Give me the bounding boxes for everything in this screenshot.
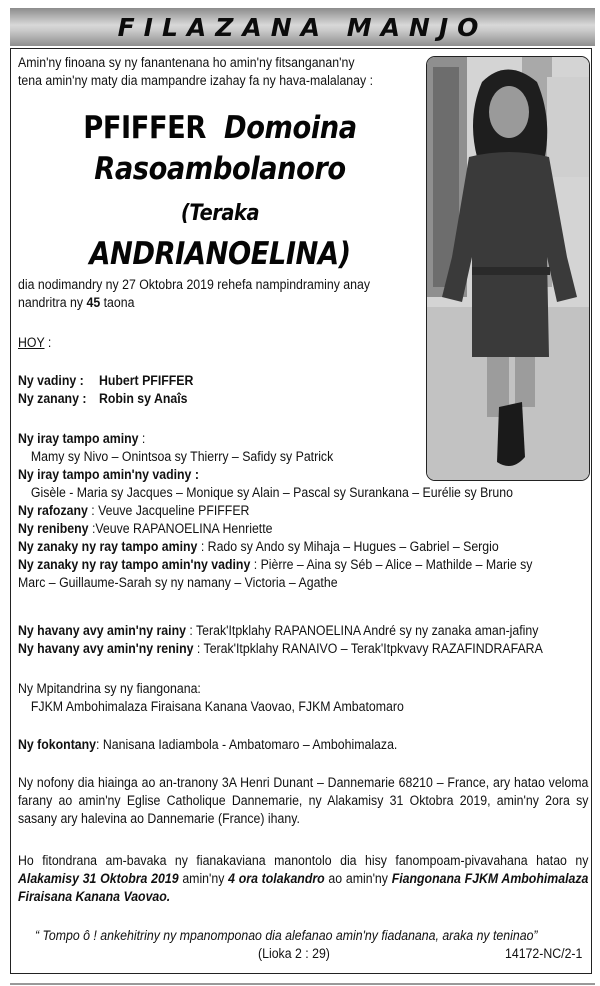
death-notice-line: [18, 294, 370, 312]
church-label: Ny Mpitandrina sy ny fiangonana:: [18, 681, 201, 696]
notice-title: FILAZANA MANJO: [117, 12, 488, 42]
church-value: FJKM Ambohimalaza Firaisana Kanana Vaovao, FJKM Ambatomaro: [30, 699, 404, 714]
nephews-label: Ny zanaky ny ray tampo aminy: [18, 539, 198, 554]
church-section: [18, 680, 404, 716]
fokontany-value: : Nanisana Iadiambola - Ambatomaro – Ambohimalaza.: [96, 737, 398, 752]
siblings-label: Ny iray tampo aminy: [18, 431, 139, 446]
spouse-siblings-label: Ny iray tampo amin'ny vadiny :: [18, 467, 199, 482]
spouse-nephews-value: : Pièrre – Aina sy Séb – Alice – Mathilde – Marie sy: [250, 557, 533, 572]
text-fragment: ao amin'ny: [324, 871, 392, 886]
siblings-value: Mamy sy Nivo – Onintsoa sy Thierry – Safidy sy Patrick: [30, 449, 334, 464]
nephews-value: : Rado sy Ando sy Mihaja – Hugues – Gabriel – Sergio: [197, 539, 499, 554]
immediate-family: [18, 372, 193, 408]
bottom-divider: [10, 983, 595, 985]
name-line-2: [53, 149, 387, 190]
mother-in-law-value: : Veuve Jacqueline PFIFFER: [87, 503, 250, 518]
mother-side-row: [18, 640, 543, 658]
spouse-nephews-value-continued: Marc – Guillaume-Sarah sy ny namany – Victoria – Agathe: [18, 575, 338, 590]
intro-line: tena amin'ny maty dia mampandre izahay fa ny hava-malalanay :: [18, 73, 374, 88]
service-time: 4 ora tolakandro: [228, 871, 325, 886]
fokontany-section: [18, 736, 397, 754]
deceased-name-block: [30, 108, 410, 275]
text-fragment: Ho fitondrana am-bavaka ny fianakaviana manontolo dia hisy fanompoam-pivavahana hatao ny: [18, 853, 589, 868]
death-notice-line: dia nodimandry ny 27 Oktobra 2019 rehefa nampindraminy anay: [18, 277, 371, 292]
spouse-siblings-row: [18, 466, 532, 484]
spouse-row: [18, 372, 193, 390]
text-fragment: :: [138, 431, 146, 446]
fokontany-label: Ny fokontany: [18, 737, 97, 752]
header-banner: [10, 8, 595, 46]
maiden-prefix: (Teraka: [180, 201, 260, 226]
father-side-value: : Terak'Itpklahy RAPANOELINA André sy ny zanaka aman-jafiny: [185, 623, 539, 638]
hoy-colon: :: [44, 335, 52, 350]
father-side-label: Ny havany avy amin'ny rainy: [18, 623, 186, 638]
text-fragment: taona: [100, 295, 135, 310]
extended-family: [18, 430, 532, 592]
deceased-first-name: Domoina: [224, 110, 357, 146]
hoy-heading: [18, 334, 51, 352]
children-row: [18, 390, 193, 408]
children-label: Ny zanany :: [18, 391, 87, 406]
grandmother-value: :Veuve RAPANOELINA Henriette: [88, 521, 273, 536]
grandmother-label: Ny renibeny: [18, 521, 89, 536]
text-fragment: amin'ny: [178, 871, 229, 886]
spouse-nephews-label: Ny zanaky ny ray tampo amin'ny vadiny: [18, 557, 251, 572]
spouse-label: Ny vadiny :: [18, 373, 84, 388]
relatives: [18, 622, 543, 658]
funeral-france-paragraph: Ny nofony dia hiainga ao an-tranony 3A Henri Dunant – Dannemarie 68210 – France, ary hatao veloma farany ao amin'ny Eglise Catholique Dannemarie, ny Alakamisy 31 Oktobra 2019, amin'ny 2ora sy sasany ary halevina ao Dannemarie (France) ihany.: [18, 775, 589, 826]
hoy-label: HOY: [18, 335, 45, 350]
name-line-3: [53, 190, 387, 275]
mother-in-law-row: [18, 502, 532, 520]
intro-line: Amin'ny finoana sy ny fanantenana ho amin'ny fitsanganan'ny: [18, 55, 355, 70]
siblings-row: [18, 430, 532, 448]
intro-text: [18, 54, 395, 90]
service-place: Fiangonana FJKM Ambohimalaza Firaisana Kanana Vaovao.: [18, 871, 589, 904]
service-date: Alakamisy 31 Oktobra 2019: [18, 871, 179, 886]
grandmother-row: [18, 520, 532, 538]
notice-code: 14172-NC/2-1: [505, 946, 583, 961]
mother-side-value: : Terak'Itpklahy RANAIVO – Terak'Itpkvavy RAZAFINDRAFARA: [193, 641, 543, 656]
age-value: 45: [86, 295, 101, 310]
nephews-row: [18, 538, 532, 556]
death-notice: [18, 276, 370, 312]
portrait-photo: [426, 56, 590, 481]
text-fragment: nandritra ny: [18, 295, 87, 310]
spouse-nephews-row: [18, 556, 532, 574]
spouse-value: Hubert PFIFFER: [98, 373, 194, 388]
photo-illustration: [427, 57, 590, 481]
name-line-1: [53, 108, 387, 149]
mother-in-law-label: Ny rafozany: [18, 503, 88, 518]
deceased-surname: PFIFFER: [83, 110, 206, 146]
spouse-siblings-value: Gisèle - Maria sy Jacques – Monique sy Alain – Pascal sy Surankana – Eurélie sy Bruno: [30, 485, 513, 500]
children-value: Robin sy Anaîs: [98, 391, 188, 406]
deceased-middle-name: Rasoambolanoro: [94, 151, 346, 187]
mother-side-label: Ny havany avy amin'ny reniny: [18, 641, 194, 656]
father-side-row: [18, 622, 543, 640]
bible-quote: “ Tompo ô ! ankehitriny ny mpanomponao dia alefanao amin'ny fiadanana, araka ny teninao”: [35, 928, 538, 943]
maiden-name: ANDRIANOELINA): [89, 236, 351, 272]
bible-reference: (Lioka 2 : 29): [258, 946, 330, 961]
service-paragraph: [18, 852, 588, 906]
